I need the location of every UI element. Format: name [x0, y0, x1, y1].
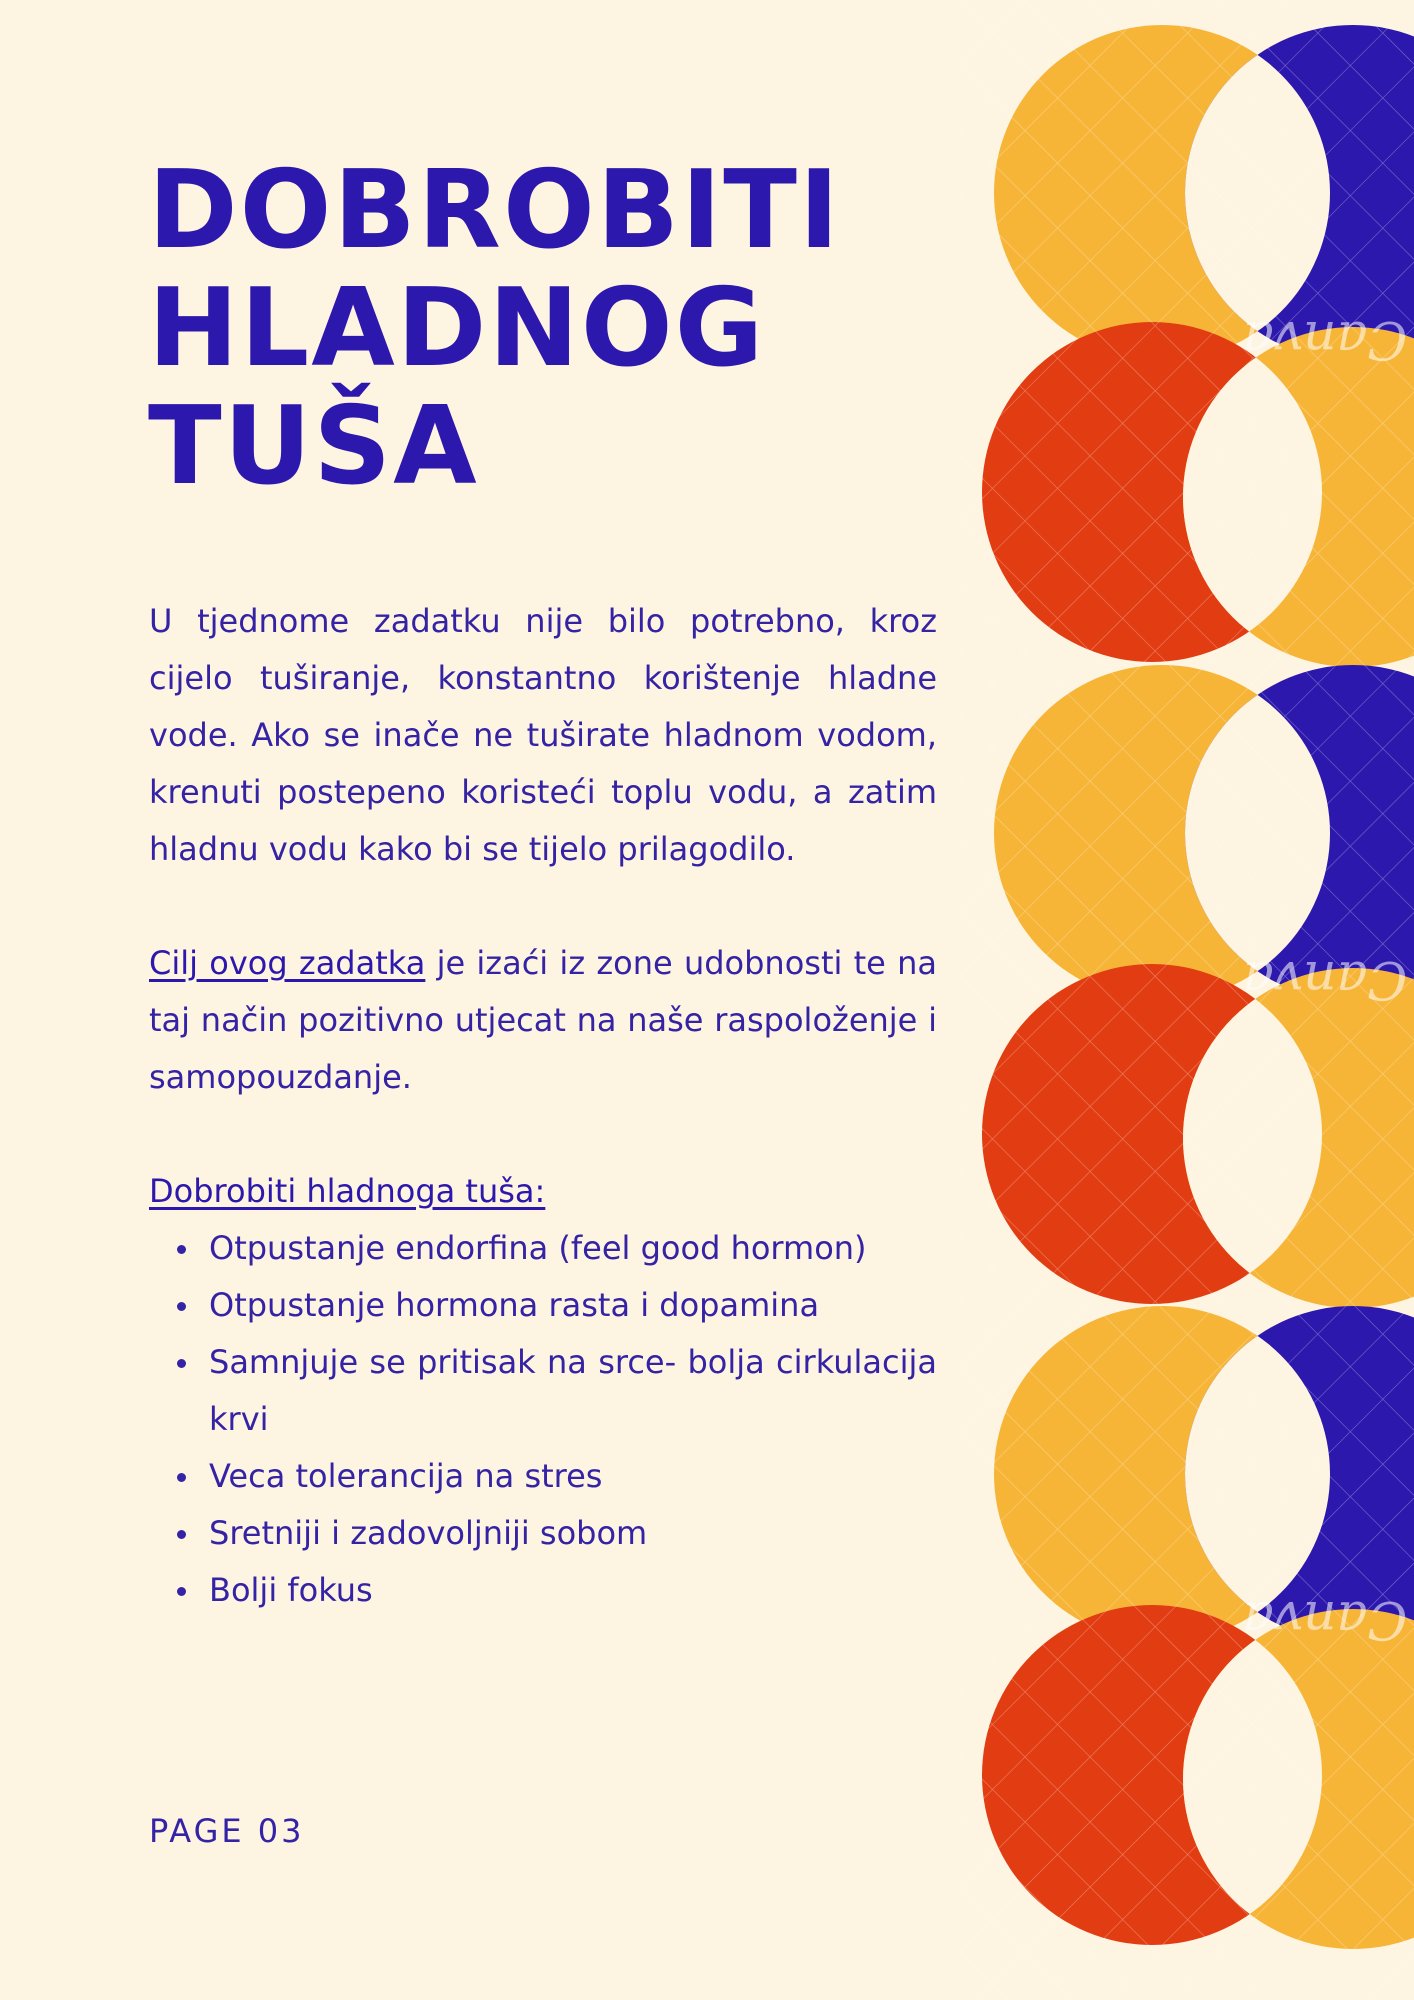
list-item: Veca tolerancija na stres — [209, 1448, 937, 1505]
spacer — [149, 1106, 937, 1163]
spacer — [149, 878, 937, 935]
list-item: Sretniji i zadovoljniji sobom — [209, 1505, 937, 1562]
goal-text: je izaći iz zone udobnosti te na taj način pozitivno utjecat na naše raspoloženje i samopouzdanje. — [149, 944, 938, 1096]
title-line-1: DOBROBITI — [148, 148, 842, 273]
watermark-text: Canva — [1242, 309, 1408, 369]
page-number: PAGE 03 — [149, 1812, 305, 1850]
decorative-circles — [960, 0, 1414, 2000]
title-line-2: HLADNOG — [148, 266, 766, 391]
intro-paragraph: U tjednome zadatku nije bilo potrebno, kroz cijelo tuširanje, konstantno korištenje hladne vode. Ako se inače ne tuširate hladnom vodom, krenuti postepeno koristeći toplu vodu, a zatim hladnu vodu kako bi se tijelo prilagodilo. — [149, 602, 937, 868]
benefits-heading[interactable] — [149, 1163, 937, 1220]
watermark-text: Canva — [1242, 949, 1408, 1009]
body-content — [149, 593, 937, 1619]
page-title — [148, 148, 928, 509]
watermark-text: Canva — [1242, 1589, 1408, 1649]
goal-paragraph — [149, 935, 937, 1106]
list-item: Otpustanje hormona rasta i dopamina — [209, 1277, 937, 1334]
title-line-3: TUŠA — [148, 384, 479, 509]
benefits-list — [149, 1220, 937, 1619]
list-item: Bolji fokus — [209, 1562, 937, 1619]
goal-link[interactable]: Cilj ovog zadatka — [149, 944, 426, 982]
benefits-heading-link[interactable]: Dobrobiti hladnoga tuša: — [149, 1172, 546, 1210]
list-item: Samnjuje se pritisak na srce- bolja cirkulacija krvi — [209, 1334, 937, 1448]
list-item: Otpustanje endorfina (feel good hormon) — [209, 1220, 937, 1277]
